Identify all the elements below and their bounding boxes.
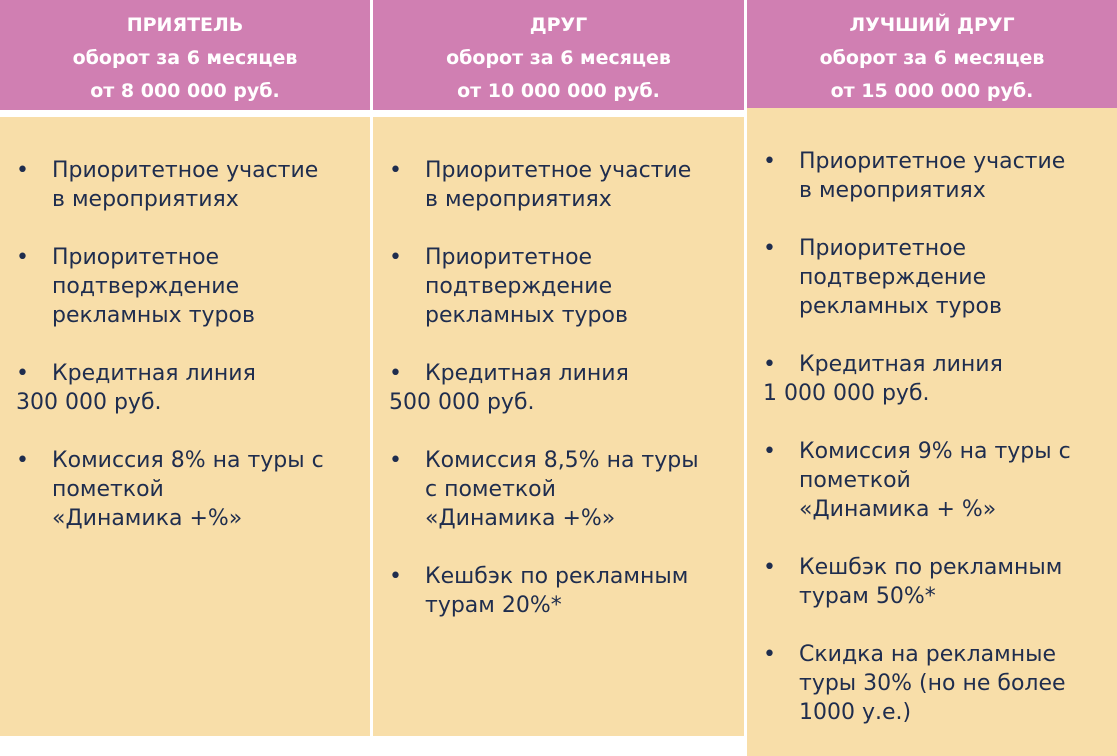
bullet-icon: • [763,149,776,174]
benefit-text: Приоритетное участие в мероприятиях [52,158,319,212]
benefit-item [763,147,1117,205]
benefit-text: Приоритетное подтверждение рекламных туров [425,245,628,328]
benefit-item [389,446,744,533]
benefit-item [763,350,1117,408]
bullet-icon: • [763,555,776,580]
tier-subtitle: оборот за 6 месяцев [72,47,298,69]
bullet-icon: • [389,564,402,589]
tier-header [747,0,1117,108]
bullet-icon: • [16,361,29,386]
benefit-text: Приоритетное подтверждение рекламных туров [799,236,1002,319]
benefit-item [389,359,744,417]
tier-column-priyatel [0,0,370,736]
benefit-text: Кредитная линия [799,352,1003,377]
benefit-item [763,553,1117,611]
benefit-item [16,359,370,417]
tier-amount: от 8 000 000 руб. [90,80,280,102]
tier-column-luchshiy-drug [744,0,1117,736]
header-separator [373,110,744,117]
bullet-icon: • [763,352,776,377]
benefit-text: Комиссия 9% на туры с пометкой «Динамика + %» [799,439,1071,522]
benefit-text: Кредитная линия [425,361,629,386]
tier-title: ЛУЧШИЙ ДРУГ [849,14,1015,36]
bullet-icon: • [16,448,29,473]
bullet-icon: • [763,642,776,667]
benefit-text: Комиссия 8,5% на туры с пометкой «Динамика +%» [425,448,699,531]
tier-title: ПРИЯТЕЛЬ [126,14,244,36]
credit-amount: 500 000 руб. [389,390,535,415]
bullet-icon: • [389,361,402,386]
tier-amount: от 10 000 000 руб. [457,80,660,102]
bullet-icon: • [16,158,29,183]
tier-header [373,0,744,110]
tier-title: ДРУГ [529,14,588,36]
bullet-icon: • [389,158,402,183]
benefit-text: Кредитная линия [52,361,256,386]
benefit-text: Приоритетное участие в мероприятиях [799,149,1066,203]
benefit-item [763,437,1117,524]
benefit-text: Приоритетное подтверждение рекламных туров [52,245,255,328]
credit-amount: 1 000 000 руб. [763,381,930,406]
benefit-item [389,562,744,620]
tier-header [0,0,370,110]
benefit-text: Комиссия 8% на туры с пометкой «Динамика +%» [52,448,324,531]
benefit-item [16,243,370,330]
benefit-item [763,640,1117,727]
bullet-icon: • [389,448,402,473]
benefit-text: Скидка на рекламные туры 30% (но не более 1000 у.е.) [799,642,1066,725]
benefit-text: Кешбэк по рекламным турам 50%* [799,555,1063,609]
bullet-icon: • [763,439,776,464]
tier-benefits [0,117,370,736]
benefit-item [389,156,744,214]
tier-benefits [373,117,744,736]
bullet-icon: • [389,245,402,270]
tier-column-drug [370,0,744,736]
benefit-item [389,243,744,330]
benefit-item [763,234,1117,321]
benefit-item [16,156,370,214]
benefit-item [16,446,370,533]
benefit-text: Приоритетное участие в мероприятиях [425,158,692,212]
header-separator [0,110,370,117]
tier-subtitle: оборот за 6 месяцев [446,47,671,69]
tier-amount: от 15 000 000 руб. [830,80,1034,102]
bullet-icon: • [16,245,29,270]
bullet-icon: • [763,236,776,261]
credit-amount: 300 000 руб. [16,390,162,415]
benefit-text: Кешбэк по рекламным турам 20%* [425,564,689,618]
tier-subtitle: оборот за 6 месяцев [819,47,1045,69]
tier-benefits [747,108,1117,756]
